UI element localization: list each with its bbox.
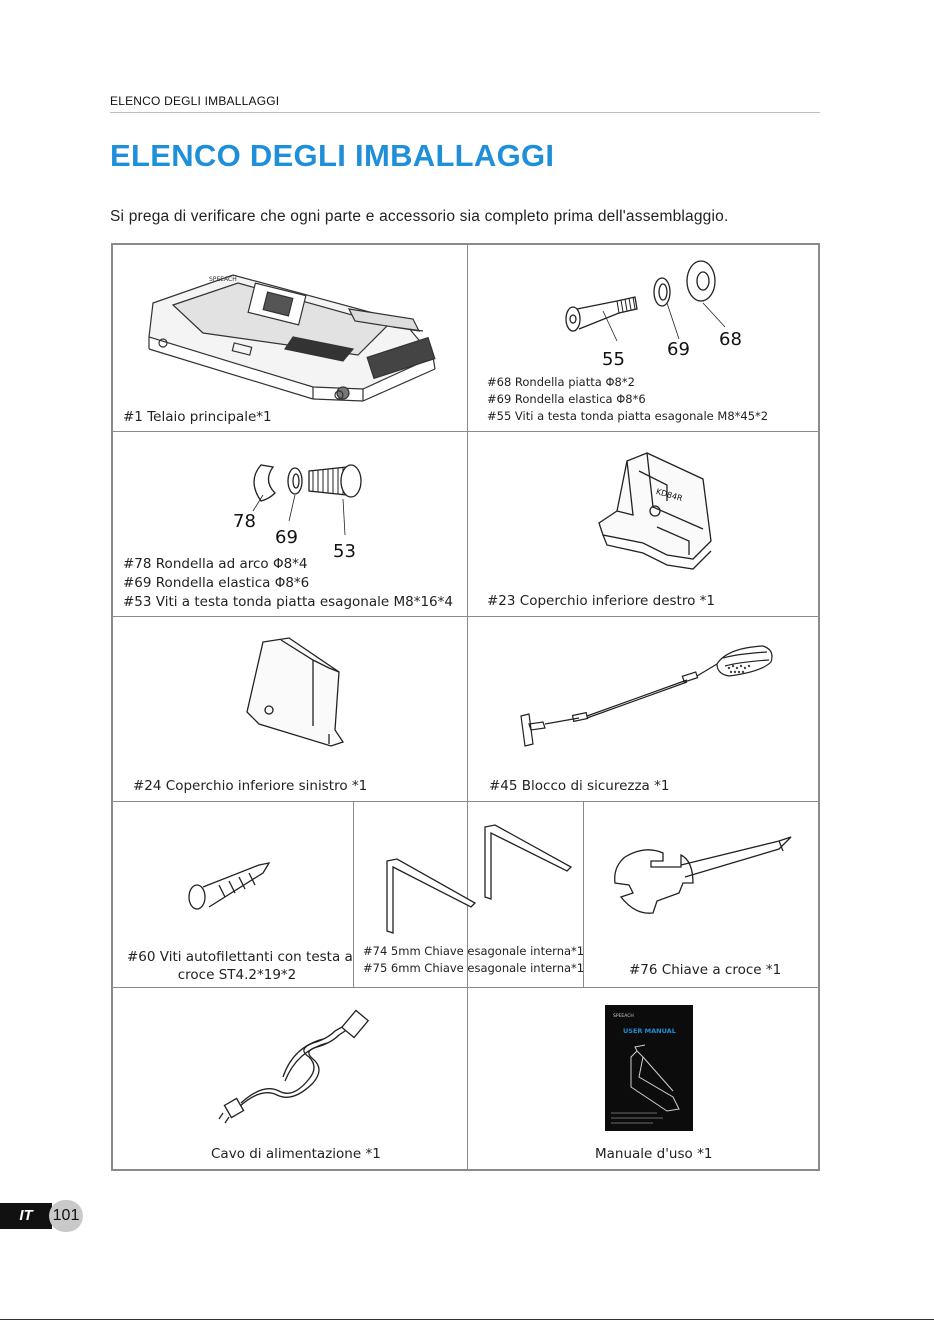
caption-cover-left: #24 Coperchio inferiore sinistro *1 xyxy=(133,778,368,794)
cell-user-manual xyxy=(467,987,818,1171)
label-78: 78 xyxy=(233,511,256,532)
language-tab: IT xyxy=(0,1203,52,1229)
cell-self-tapping-screws xyxy=(113,801,353,987)
caption-self-tapping-screws xyxy=(127,948,353,984)
treadmill-frame-illustration xyxy=(113,245,467,431)
label-69: 69 xyxy=(667,339,690,360)
label-53: 53 xyxy=(333,541,356,562)
safety-key-illustration xyxy=(467,616,818,801)
cell-screws-53 xyxy=(113,431,467,616)
running-header: ELENCO DEGLI IMBALLAGGI xyxy=(110,94,280,108)
header-divider xyxy=(110,112,820,113)
manual-cover-title: USER MANUAL xyxy=(623,1027,676,1035)
cell-cross-wrench xyxy=(583,801,818,987)
caption-line: #68 Rondella piatta Φ8*2 xyxy=(487,375,635,389)
caption-line: #74 5mm Chiave esagonale interna*1 xyxy=(363,944,585,958)
caption-line: #78 Rondella ad arco Φ8*4 xyxy=(123,556,308,572)
cell-power-cable xyxy=(113,987,467,1171)
caption-line: #69 Rondella elastica Φ8*6 xyxy=(123,575,310,591)
caption-line: croce ST4.2*19*2 xyxy=(177,967,297,983)
cell-hex-keys xyxy=(353,801,583,987)
cell-cover-right xyxy=(467,431,818,616)
left-cover-illustration xyxy=(113,616,467,801)
caption-line: #60 Viti autofilettanti con testa a xyxy=(127,949,353,965)
frame-brand-mark: SPEEACH xyxy=(209,276,237,283)
intro-text: Si prega di verificare che ogni parte e accessorio sia completo prima dell'assemblaggio. xyxy=(110,208,729,225)
cell-screws-55 xyxy=(467,245,818,431)
caption-cover-right: #23 Coperchio inferiore destro *1 xyxy=(487,593,715,609)
manual-brand: SPEEACH xyxy=(613,1014,634,1019)
caption-line: #55 Viti a testa tonda piatta esagonale M8*45*2 xyxy=(487,409,769,423)
cross-wrench-illustration xyxy=(583,801,818,987)
caption-main-frame: #1 Telaio principale*1 xyxy=(123,409,272,425)
cell-cover-left xyxy=(113,616,467,801)
caption-hex-keys xyxy=(363,943,584,977)
page-number: 101 xyxy=(49,1200,83,1232)
right-cover-illustration xyxy=(467,431,818,616)
cell-main-frame xyxy=(113,245,467,431)
label-68: 68 xyxy=(719,329,742,350)
caption-screws-55 xyxy=(487,374,768,425)
page-title: ELENCO DEGLI IMBALLAGGI xyxy=(110,138,555,173)
user-manual-illustration xyxy=(467,987,818,1171)
label-55: 55 xyxy=(602,349,625,370)
caption-line: #53 Viti a testa tonda piatta esagonale M8*16*4 xyxy=(123,594,453,610)
caption-line: #75 6mm Chiave esagonale interna*1 xyxy=(363,961,585,975)
bottom-edge-line xyxy=(0,1319,934,1320)
label-69: 69 xyxy=(275,527,298,548)
parts-table xyxy=(111,243,820,1171)
cell-safety-key xyxy=(467,616,818,801)
caption-user-manual: Manuale d'uso *1 xyxy=(595,1146,713,1162)
power-cable-illustration xyxy=(113,987,467,1171)
cover-part-mark: KD84R xyxy=(654,486,684,504)
caption-screws-53 xyxy=(123,555,453,612)
caption-cross-wrench: #76 Chiave a croce *1 xyxy=(629,962,782,978)
caption-line: #69 Rondella elastica Φ8*6 xyxy=(487,392,646,406)
caption-power-cable: Cavo di alimentazione *1 xyxy=(211,1146,381,1162)
caption-safety-key: #45 Blocco di sicurezza *1 xyxy=(489,778,670,794)
